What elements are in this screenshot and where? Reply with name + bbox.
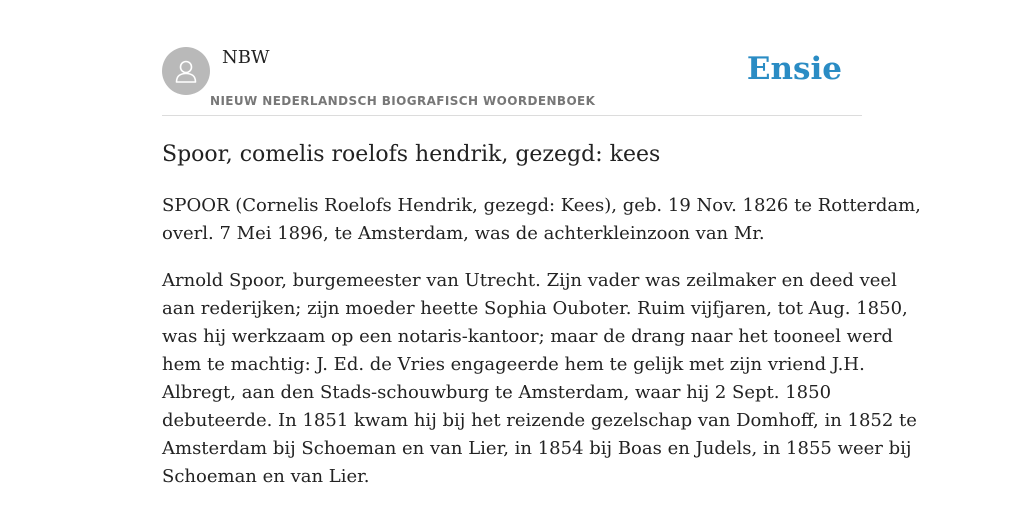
- article-paragraph-1: [162, 192, 921, 248]
- source-header: [162, 0, 862, 116]
- article-paragraph-2: [162, 267, 917, 491]
- source-avatar[interactable]: [162, 47, 210, 95]
- paragraph-line: aan rederijken; zijn moeder heette Sophia Ouboter. Ruim vijfjaren, tot Aug. 1850,: [162, 298, 908, 319]
- paragraph-line: Schoeman en van Lier.: [162, 466, 370, 487]
- paragraph-line: hem te machtig: J. Ed. de Vries engageerde hem te gelijk met zijn vriend J.H.: [162, 354, 865, 375]
- source-name[interactable]: NBW: [222, 47, 270, 68]
- paragraph-line: Albregt, aan den Stads-schouwburg te Amsterdam, waar hij 2 Sept. 1850: [162, 382, 832, 403]
- article-title: Spoor, comelis roelofs hendrik, gezegd: kees: [162, 142, 661, 167]
- paragraph-line: was hij werkzaam op een notaris-kantoor; maar de drang naar het tooneel werd: [162, 326, 893, 347]
- paragraph-line: overl. 7 Mei 1896, te Amsterdam, was de achterkleinzoon van Mr.: [162, 223, 765, 244]
- paragraph-line: Amsterdam bij Schoeman en van Lier, in 1854 bij Boas en Judels, in 1855 weer bij: [162, 438, 912, 459]
- paragraph-line: SPOOR (Cornelis Roelofs Hendrik, gezegd: Kees), geb. 19 Nov. 1826 te Rotterdam,: [162, 195, 921, 216]
- user-icon: [172, 57, 200, 85]
- source-subtitle: NIEUW NEDERLANDSCH BIOGRAFISCH WOORDENBOEK: [210, 94, 596, 108]
- paragraph-line: Arnold Spoor, burgemeester van Utrecht. Zijn vader was zeilmaker en deed veel: [162, 270, 897, 291]
- page-container: [162, 0, 921, 487]
- paragraph-line: debuteerde. In 1851 kwam hij bij het reizende gezelschap van Domhoff, in 1852 te: [162, 410, 917, 431]
- ensie-logo-link[interactable]: Ensie: [746, 51, 842, 87]
